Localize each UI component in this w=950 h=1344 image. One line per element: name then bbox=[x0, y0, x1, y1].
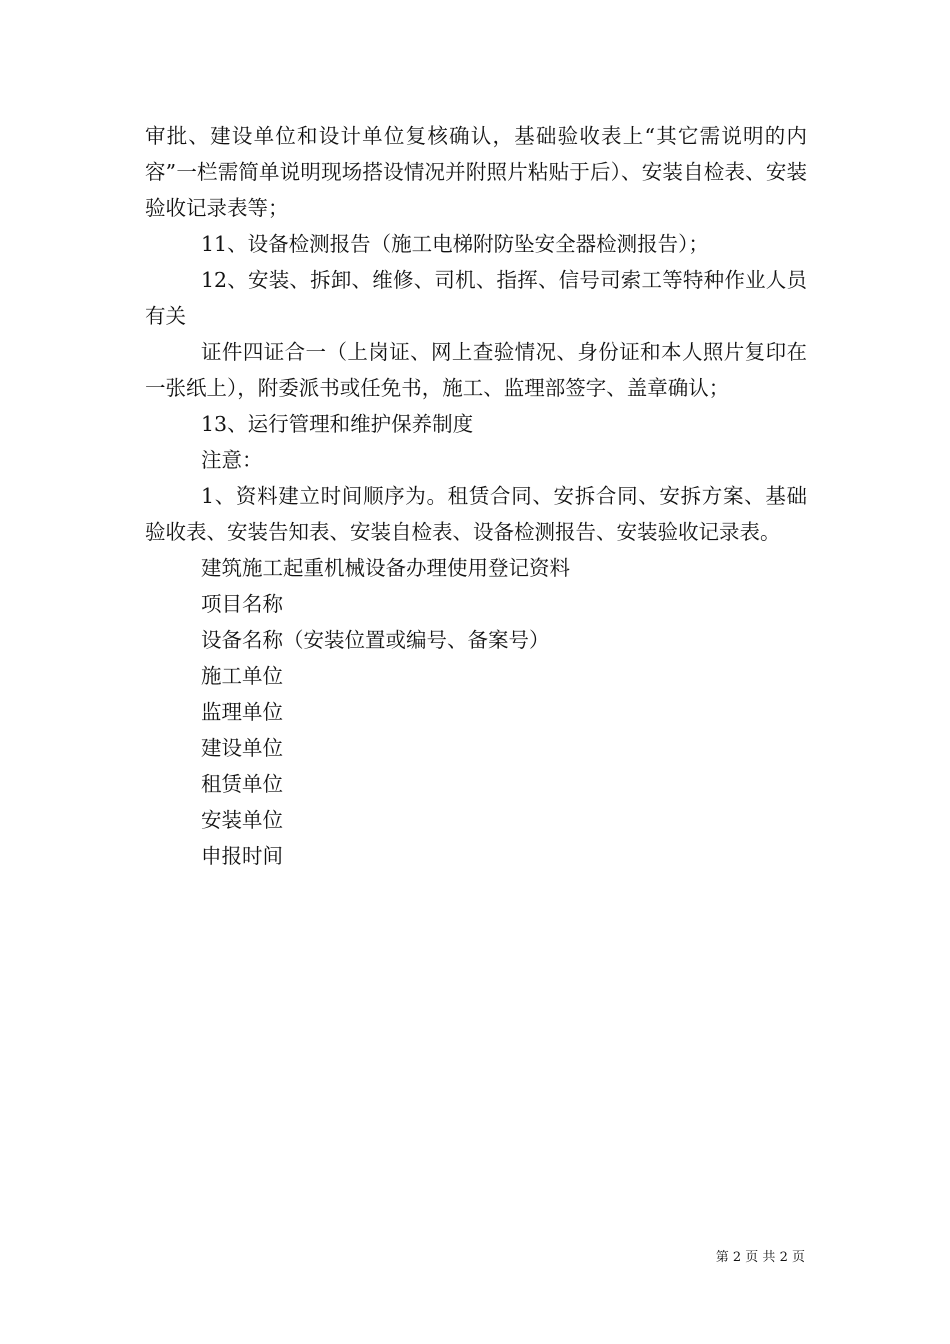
document-body bbox=[145, 118, 807, 874]
paragraph-certificates: 证件四证合一（上岗证、网上查验情况、身份证和本人照片复印在一张纸上），附委派书或任免书，施工、监理部签字、盖章确认； bbox=[145, 340, 807, 400]
field-supervision-unit: 监理单位 bbox=[201, 700, 283, 724]
footer-label-page-of: 页 共 bbox=[745, 1250, 776, 1265]
paragraph-item-12: 12、安装、拆卸、维修、司机、指挥、信号司索工等特种作业人员有关 bbox=[145, 268, 807, 328]
footer-current-page: 2 bbox=[732, 1250, 742, 1265]
paragraph-item-11: 11、设备检测报告（施工电梯附防坠安全器检测报告）； bbox=[201, 232, 709, 256]
field-project-name: 项目名称 bbox=[201, 592, 283, 616]
paragraph-note-1: 1、资料建立时间顺序为。租赁合同、安拆合同、安拆方案、基础验收表、安装告知表、安装自检表、设备检测报告、安装验收记录表。 bbox=[145, 484, 807, 544]
paragraph-section-title: 建筑施工起重机械设备办理使用登记资料 bbox=[201, 556, 570, 580]
paragraph-approval: 审批、建设单位和设计单位复核确认，基础验收表上“其它需说明的内容”一栏需简单说明现场搭设情况并附照片粘贴于后）、安装自检表、安装验收记录表等； bbox=[145, 124, 807, 220]
footer-total-pages: 2 bbox=[779, 1250, 788, 1265]
field-installation-unit: 安装单位 bbox=[201, 808, 283, 832]
field-construction-unit: 施工单位 bbox=[201, 664, 283, 688]
paragraph-note-heading: 注意： bbox=[201, 448, 263, 472]
footer-label-page: 第 bbox=[715, 1250, 729, 1265]
field-equipment-name: 设备名称（安装位置或编号、备案号） bbox=[201, 628, 550, 652]
page-number-footer bbox=[716, 1250, 805, 1266]
footer-label-page-end: 页 bbox=[791, 1250, 805, 1265]
paragraph-item-13: 13、运行管理和维护保养制度 bbox=[201, 412, 474, 436]
field-application-date: 申报时间 bbox=[201, 844, 283, 868]
field-leasing-unit: 租赁单位 bbox=[201, 772, 283, 796]
field-owner-unit: 建设单位 bbox=[201, 736, 283, 760]
